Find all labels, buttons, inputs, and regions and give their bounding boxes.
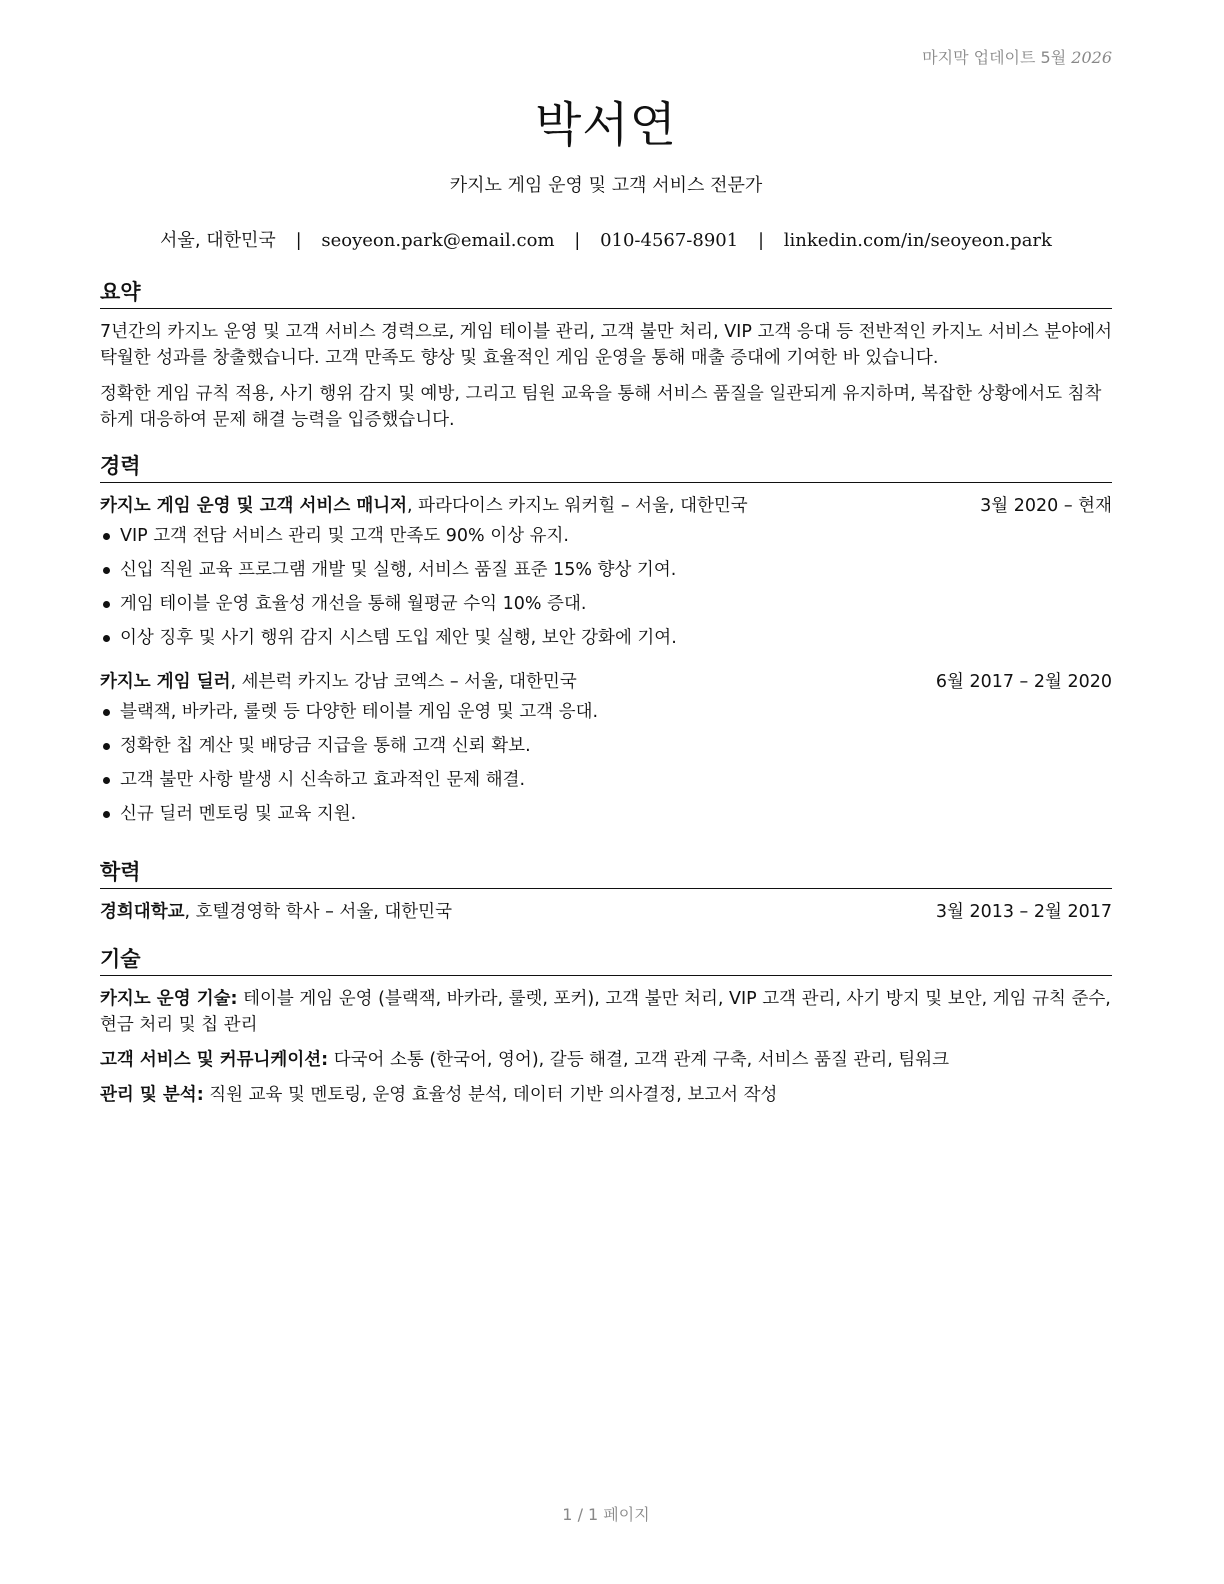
job-title-line	[100, 669, 577, 695]
job-bullet: VIP 고객 전담 서비스 관리 및 고객 만족도 90% 이상 유지.	[100, 523, 1112, 549]
job-dates: 6월 2017 – 2월 2020	[935, 672, 1112, 692]
education-detail: , 호텔경영학 학사 – 서울, 대한민국	[184, 902, 452, 922]
job-role: 카지노 게임 운영 및 고객 서비스 매니저	[100, 496, 408, 516]
education-entry	[100, 899, 1112, 925]
job-role: 카지노 게임 딜러	[100, 672, 231, 692]
page-number: 1 / 1 페이지	[562, 1505, 650, 1524]
job-bullet: 이상 징후 및 사기 행위 감지 시스템 도입 제안 및 실행, 보안 강화에 기여.	[100, 625, 1112, 651]
skill-item	[100, 986, 1112, 1038]
last-updated-year: 2026	[1071, 48, 1112, 67]
education-section	[100, 856, 1112, 929]
job-entry	[100, 669, 1112, 827]
job-bullets	[100, 699, 1112, 827]
job-bullet: 블랙잭, 바카라, 룰렛 등 다양한 테이블 게임 운영 및 고객 응대.	[100, 699, 1112, 725]
resume-page	[100, 0, 1112, 1584]
job-bullet: 신규 딜러 멘토링 및 교육 지원.	[100, 801, 1112, 827]
job-header	[100, 493, 1112, 519]
summary-paragraph: 정확한 게임 규칙 적용, 사기 행위 감지 및 예방, 그리고 팀원 교육을 통해 서비스 품질을 일관되게 유지하며, 복잡한 상황에서도 침착하게 대응하여 문제 해결 능력을 입증했습니다.	[100, 384, 1102, 430]
skill-item	[100, 1082, 1112, 1108]
summary-paragraph: 7년간의 카지노 운영 및 고객 서비스 경력으로, 게임 테이블 관리, 고객 불만 처리, VIP 고객 응대 등 전반적인 카지노 서비스 분야에서 탁월한 성과를 창출했습니다. 고객 만족도 향상 및 효율적인 게임 운영을 통해 매출 증대에 기여한 바 있습니다.	[100, 322, 1113, 368]
job-entry	[100, 493, 1112, 651]
skill-label: 카지노 운영 기술:	[100, 989, 238, 1009]
job-header	[100, 669, 1112, 695]
last-updated-label: 마지막 업데이트	[922, 48, 1036, 67]
section-title-summary: 요약	[100, 276, 1112, 309]
skill-label: 관리 및 분석:	[100, 1085, 204, 1105]
candidate-name: 박서연	[534, 97, 678, 153]
contact-linkedin[interactable]: linkedin.com/in/seoyeon.park	[783, 230, 1052, 251]
job-bullets	[100, 523, 1112, 651]
contact-line	[100, 226, 1112, 252]
job-title-line	[100, 493, 748, 519]
skills-section	[100, 943, 1112, 1117]
last-updated	[922, 45, 1112, 68]
experience-section	[100, 450, 1112, 835]
summary-section	[100, 276, 1112, 443]
contact-location: 서울, 대한민국	[160, 230, 276, 251]
headline: 카지노 게임 운영 및 고객 서비스 전문가	[449, 175, 763, 196]
section-title-experience: 경력	[100, 450, 1112, 483]
education-school: 경희대학교	[100, 902, 185, 922]
job-bullet: 고객 불만 사항 발생 시 신속하고 효과적인 문제 해결.	[100, 767, 1112, 793]
skill-item	[100, 1047, 1112, 1073]
education-dates: 3월 2013 – 2월 2017	[935, 902, 1112, 922]
contact-separator: |	[574, 230, 581, 251]
last-updated-month: 5월	[1040, 48, 1067, 67]
job-bullet: 정확한 칩 계산 및 배당금 지급을 통해 고객 신뢰 확보.	[100, 733, 1112, 759]
contact-separator: |	[295, 230, 302, 251]
skill-label: 고객 서비스 및 커뮤니케이션:	[100, 1050, 329, 1070]
skill-text: 테이블 게임 운영 (블랙잭, 바카라, 룰렛, 포커), 고객 불만 처리, VIP 고객 관리, 사기 방지 및 보안, 게임 규칙 준수, 현금 처리 및 칩 관리	[100, 989, 1111, 1035]
education-line	[100, 899, 452, 925]
skill-text: 다국어 소통 (한국어, 영어), 갈등 해결, 고객 관계 구축, 서비스 품질 관리, 팀워크	[328, 1050, 950, 1070]
job-org: , 세븐럭 카지노 강남 코엑스 – 서울, 대한민국	[230, 672, 577, 692]
job-org: , 파라다이스 카지노 워커힐 – 서울, 대한민국	[407, 496, 748, 516]
contact-separator: |	[757, 230, 765, 251]
job-bullet: 게임 테이블 운영 효율성 개선을 통해 월평균 수익 10% 증대.	[100, 591, 1112, 617]
contact-email[interactable]: seoyeon.park@email.com	[321, 230, 555, 251]
job-bullet: 신입 직원 교육 프로그램 개발 및 실행, 서비스 품질 표준 15% 향상 기여.	[100, 557, 1112, 583]
skill-text: 직원 교육 및 멘토링, 운영 효율성 분석, 데이터 기반 의사결정, 보고서 작성	[203, 1085, 778, 1105]
section-title-education: 학력	[100, 856, 1112, 889]
contact-phone[interactable]: 010-4567-8901	[600, 230, 739, 251]
job-dates: 3월 2020 – 현재	[980, 496, 1112, 516]
section-title-skills: 기술	[100, 943, 1112, 976]
